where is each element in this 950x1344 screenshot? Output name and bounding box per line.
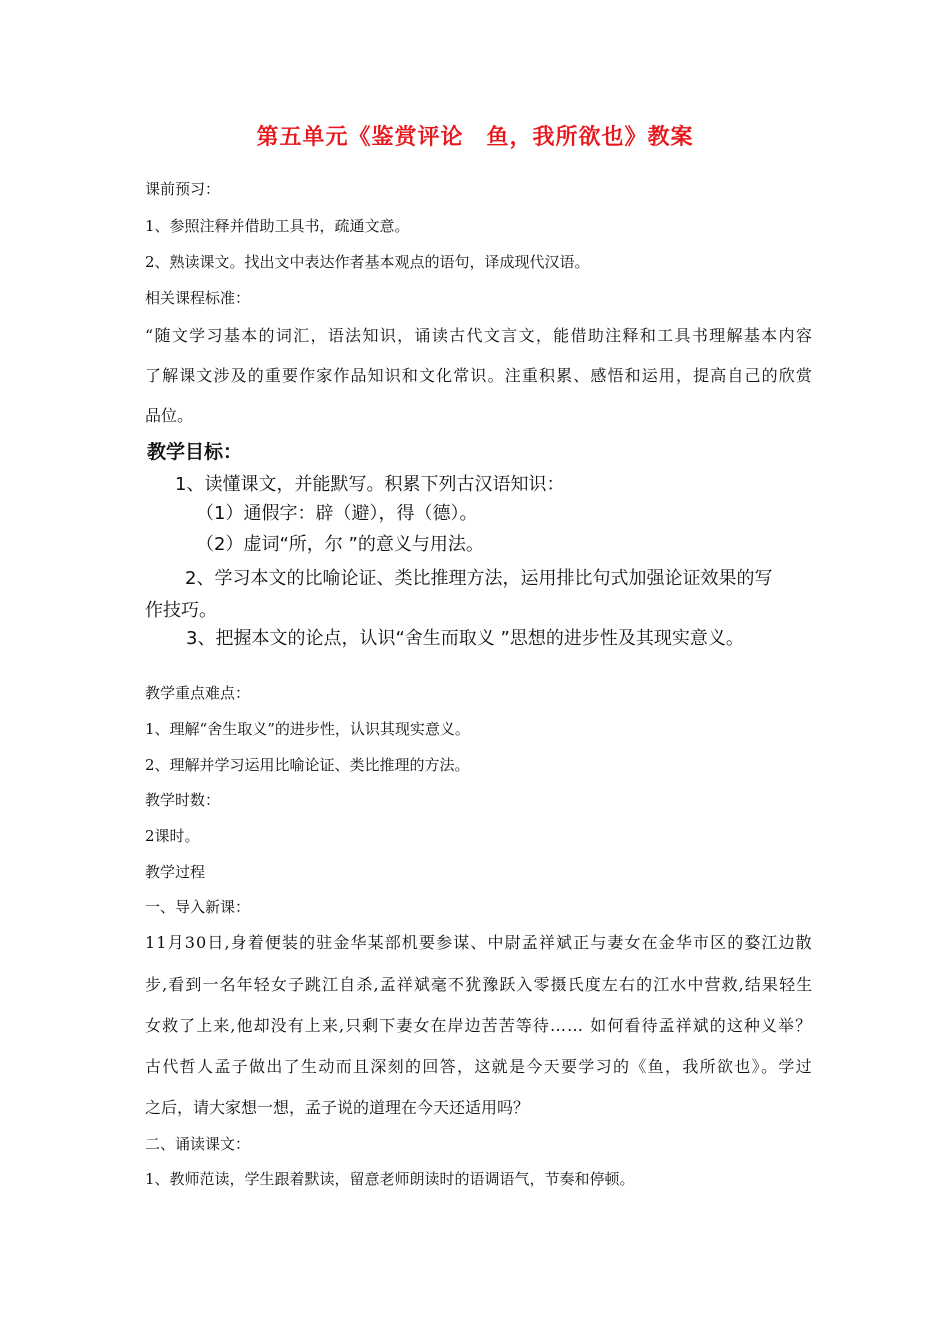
standard-heading: 相关课程标准： bbox=[145, 289, 251, 307]
objective-item: 3、把握本文的论点，认识“舍生而取义 ”思想的进步性及其现实意义。 bbox=[186, 628, 744, 649]
objective-item: 2、学习本文的比喻论证、类比推理方法，运用排比句式加强论证效果的写 bbox=[185, 568, 773, 589]
keypoint-item: 2、理解并学习运用比喻论证、类比推理的方法。 bbox=[145, 756, 470, 774]
reading-item: 1、教师范读，学生跟着默读，留意老师朗读时的语调语气，节奏和停顿。 bbox=[145, 1170, 635, 1188]
objectives-heading: 教学目标： bbox=[147, 441, 243, 463]
hours-value: 2课时。 bbox=[145, 827, 200, 845]
objective-subitem: （2）虚词“所，尔 ”的意义与用法。 bbox=[196, 534, 484, 555]
hours-heading: 教学时数： bbox=[145, 791, 221, 809]
intro-heading: 一、导入新课： bbox=[145, 898, 251, 916]
keypoint-item: 1、理解“舍生取义”的进步性，认识其现实意义。 bbox=[145, 720, 470, 738]
objective-item-continued: 作技巧。 bbox=[145, 600, 217, 621]
intro-line: 女救了上来,他却没有上来,只剩下妻女在岸边苦苦等待…… 如何看待孟祥斌的这种义举？ bbox=[145, 1016, 813, 1035]
preview-item: 2、熟读课文。找出文中表达作者基本观点的语句，译成现代汉语。 bbox=[145, 253, 590, 271]
objective-subitem: （1）通假字：辟（避），得（德）。 bbox=[196, 503, 478, 524]
standard-line: 了解课文涉及的重要作家作品知识和文化常识。注重积累、感悟和运用，提高自己的欣赏 bbox=[145, 366, 814, 385]
keypoints-heading: 教学重点难点： bbox=[145, 684, 251, 702]
intro-line: 步,看到一名年轻女子跳江自杀,孟祥斌毫不犹豫跃入零摄氏度左右的江水中营救,结果轻生 bbox=[145, 975, 814, 994]
reading-heading: 二、诵读课文： bbox=[145, 1135, 251, 1153]
standard-line: 品位。 bbox=[145, 406, 194, 425]
preview-item: 1、参照注释并借助工具书，疏通文意。 bbox=[145, 217, 410, 235]
intro-line: 11月30日,身着便装的驻金华某部机要参谋、中尉孟祥斌正与妻女在金华市区的婺江边散 bbox=[145, 933, 813, 952]
standard-line: “随文学习基本的词汇，语法知识，诵读古代文言文，能借助注释和工具书理解基本内容 bbox=[145, 326, 814, 345]
preview-heading: 课前预习： bbox=[145, 180, 221, 198]
objective-item: 1、读懂课文，并能默写。积累下列古汉语知识： bbox=[175, 474, 565, 495]
intro-line: 之后，请大家想一想，孟子说的道理在今天还适用吗？ bbox=[145, 1098, 530, 1117]
process-heading: 教学过程 bbox=[145, 863, 206, 881]
intro-line: 古代哲人孟子做出了生动而且深刻的回答，这就是今天要学习的《鱼，我所欲也》。学过 bbox=[145, 1057, 814, 1076]
document-title: 第五单元《鉴赏评论 鱼，我所欲也》教案 bbox=[256, 125, 694, 150]
